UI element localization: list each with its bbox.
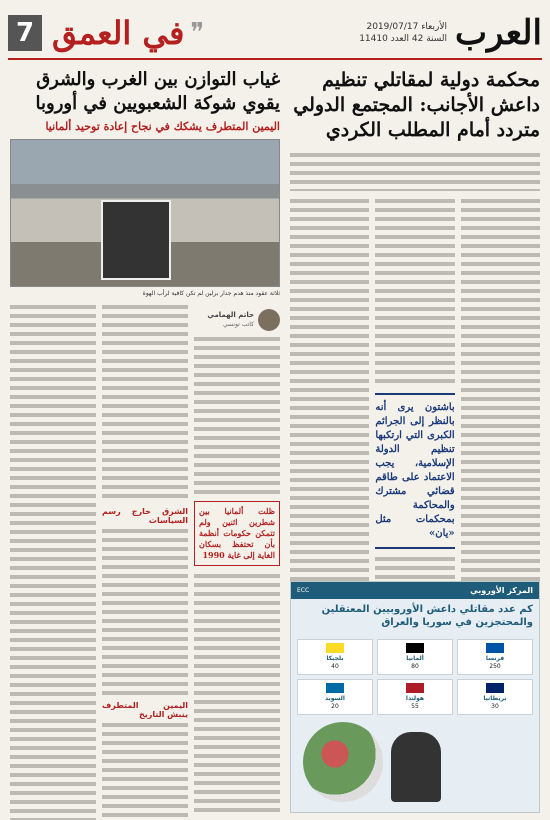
right-col-2 bbox=[375, 197, 454, 597]
author-role: كاتب تونسي bbox=[223, 321, 254, 328]
country-card bbox=[297, 679, 373, 715]
left-body bbox=[10, 303, 280, 820]
left-pull-quote: ظلت ألمانيا بين شطرين اثنين ولم تتمكن حكومات أنظمة بأن تحتفظ بسكان الغاية إلى غاية 1990 bbox=[194, 501, 280, 566]
country-name: بلجيكا bbox=[326, 655, 344, 662]
right-pull-quote: باشتون يرى أنه بالنظر إلى الجرائم الكبرى التي ارتكبها تنظيم الدولة الإسلامية، يجب الاعتماد على طاقم قضائي مشترك والمحاكمة بمحكمات مثل «يان» bbox=[375, 393, 454, 549]
issue-date: الأربعاء 2019/07/17 bbox=[366, 22, 448, 32]
infographic bbox=[290, 581, 540, 813]
body-text-lines bbox=[290, 151, 540, 191]
country-name: ألمانيا bbox=[406, 655, 424, 662]
photo-caption: ثلاثة عقود منذ هدم جدار برلين لم تكن كافية لرأب الهوة bbox=[142, 290, 280, 297]
country-card bbox=[457, 639, 533, 675]
country-value: 250 bbox=[489, 663, 501, 670]
right-body bbox=[290, 197, 540, 597]
infographic-header bbox=[291, 582, 539, 599]
country-grid bbox=[291, 633, 539, 721]
quote-mark-icon: ❞ bbox=[190, 18, 205, 48]
section-heading-2: اليمين المتطرف ينبش التاريخ bbox=[102, 701, 188, 719]
flag-icon bbox=[326, 683, 344, 693]
photo-inset bbox=[101, 200, 171, 280]
infographic-source: ECC bbox=[297, 587, 310, 594]
map-icon bbox=[303, 722, 383, 802]
flag-icon bbox=[486, 683, 504, 693]
right-lede bbox=[290, 151, 540, 191]
author-name: حاتم الهمامي bbox=[207, 311, 254, 319]
flag-icon bbox=[486, 643, 504, 653]
right-col-1 bbox=[461, 197, 540, 597]
flag-icon bbox=[406, 643, 424, 653]
country-card bbox=[377, 639, 453, 675]
section-heading-1: الشرق خارج رسم السياسات bbox=[102, 507, 188, 525]
country-name: هولندا bbox=[405, 695, 425, 702]
section-title: في العمق bbox=[52, 14, 185, 52]
right-col-3 bbox=[290, 197, 369, 597]
country-value: 20 bbox=[331, 703, 339, 710]
newspaper-logo: العرب bbox=[455, 13, 542, 53]
berlin-wall-photo bbox=[10, 139, 280, 287]
country-value: 80 bbox=[411, 663, 419, 670]
infographic-title: كم عدد مقاتلي داعش الأوروبيين المعتقلين والمحتجزين في سوريا والعراق bbox=[321, 604, 533, 628]
left-col-2 bbox=[102, 303, 188, 820]
left-subhead: اليمين المتطرف يشكك في نجاح إعادة توحيد ألمانيا bbox=[45, 120, 280, 133]
fighter-silhouette bbox=[391, 732, 441, 802]
country-value: 30 bbox=[491, 703, 499, 710]
right-article bbox=[290, 68, 540, 813]
flag-icon bbox=[326, 643, 344, 653]
country-value: 40 bbox=[331, 663, 339, 670]
left-article bbox=[10, 68, 280, 813]
issue-number: السنة 42 العدد 11410 bbox=[359, 34, 448, 44]
avatar bbox=[258, 309, 280, 331]
left-col-1 bbox=[194, 303, 280, 820]
infographic-brand: المركز الأوروبي bbox=[470, 586, 533, 595]
left-col-3 bbox=[10, 303, 96, 820]
country-card bbox=[457, 679, 533, 715]
author-box bbox=[194, 309, 280, 331]
left-headline: غياب التوازن بين الغرب والشرق يقوي شوكة الشعبويين في أوروبا bbox=[35, 69, 280, 114]
country-card bbox=[377, 679, 453, 715]
country-card bbox=[297, 639, 373, 675]
issue-info bbox=[359, 21, 447, 45]
country-name: فرنسا bbox=[485, 655, 505, 662]
country-name: بريطانيا bbox=[483, 695, 507, 702]
country-name: السويد bbox=[325, 695, 345, 702]
right-headline: محكمة دولية لمقاتلي تنظيم داعش الأجانب: المجتمع الدولي متردد أمام المطلب الكردي bbox=[293, 69, 540, 141]
masthead bbox=[8, 8, 542, 60]
flag-icon bbox=[406, 683, 424, 693]
country-value: 55 bbox=[411, 703, 419, 710]
page-number: 7 bbox=[8, 15, 42, 51]
